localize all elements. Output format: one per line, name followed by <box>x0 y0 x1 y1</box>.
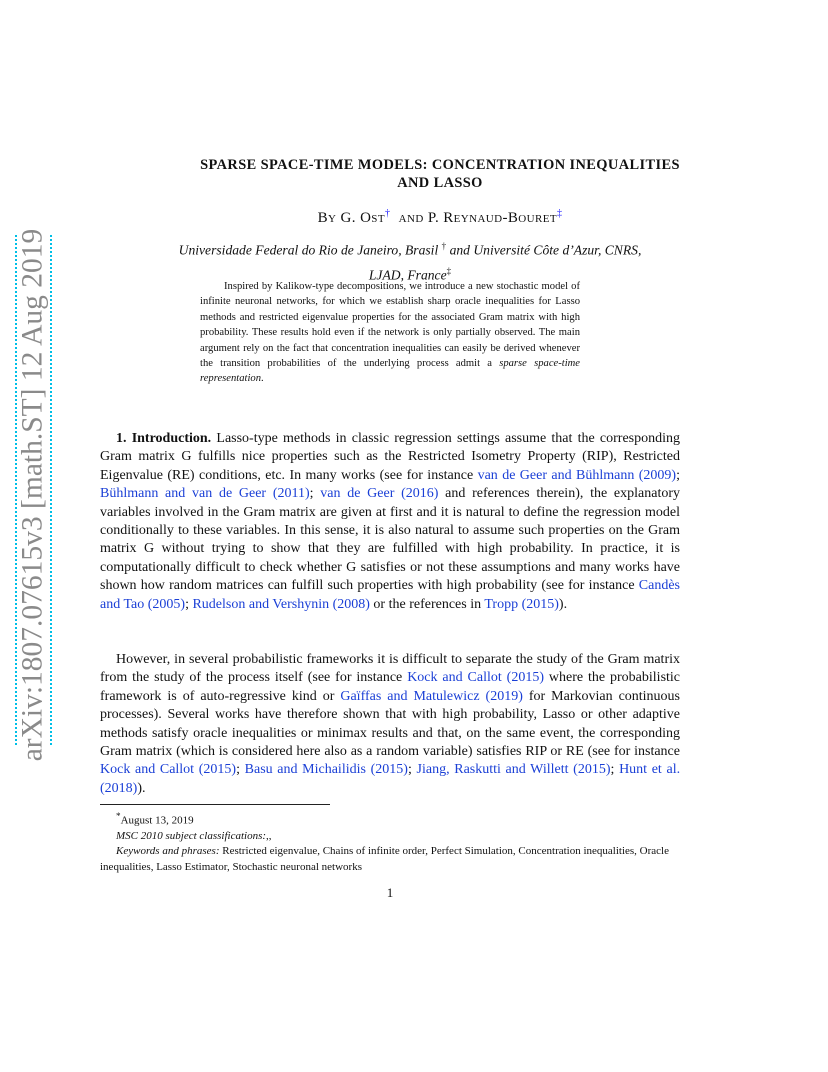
abstract <box>200 279 580 387</box>
citation-year-link[interactable]: (2015) <box>573 762 611 778</box>
citation-year-link[interactable]: (2019) <box>485 688 523 704</box>
footnotes <box>100 809 680 875</box>
footnote-mark: * <box>116 811 121 821</box>
intro-p1-text-b: and references therein), the explanatory variables involved in the Gram matrix are given at first and it is natural to define the regression model conditionally to these variables. In this sense, it is also natural to assume such properties on the Gram matrix G without trying to show that they are fulfilled with high probability. In practice, it is computationally difficult to check whether G satisfies or not these assumptions and many works have shown how random matrices can fulfill such properties with high probability (see for instance <box>100 486 681 594</box>
citation-link[interactable]: van de Geer and Bühlmann <box>477 467 635 483</box>
author-line <box>100 208 780 227</box>
intro-p2-text-a: However, in several probabilistic frameworks it is difficult to separate the study of the Gram matrix from the study of the process itself (see for instance <box>100 652 680 686</box>
page-number: 1 <box>386 885 394 900</box>
title-line-1: SPARSE SPACE-TIME MODELS: CONCENTRATION INEQUALITIES <box>200 157 680 173</box>
citation-year-link[interactable]: (2009) <box>638 467 677 483</box>
affiliation-ufrj: Universidade Federal do Rio de Janeiro, Brasil <box>178 242 439 258</box>
intro-paragraph-2: However, in several probabilistic frameworks it is difficult to separate the study of the Gram matrix from the study of the process itself (see for instance Kock and Callot (2015) where the probabilistic framework is of auto-regressive kind or Gaïffas and Matulewicz (2019) for Markovian continuous processes). Several works have therefore shown that with high probability, Lasso or other adaptive methods satisfy oracle inequalities or minimax results and that, on the same event, the corresponding Gram matrix (which is considered here also as a random variable) satisfies RIP or RE (see for instance Kock and Callot (2015); Basu and Michailidis (2015); Jiang, Raskutti and Willett (2015); Hunt et al. (2018)). <box>100 652 681 796</box>
intro-p1-text-c: or the references in <box>373 596 482 612</box>
footnote-date-text: August 13, 2019 <box>120 814 194 827</box>
affiliation-ljad: LJAD, France <box>368 267 447 283</box>
keywords-value: Restricted eigenvalue, Chains of infinite order, Perfect Simulation, Concentration inequalities, Oracle inequalities, Lasso Estimator, Stochastic neuronal networks <box>100 845 669 873</box>
title-line-2: AND LASSO <box>397 175 483 191</box>
author-reynaud-bouret-mark[interactable]: ‡ <box>556 208 563 219</box>
intro-p2-text-d: ). <box>137 780 146 796</box>
msc-value: ,, <box>266 830 272 843</box>
affiliation-mark-2: ‡ <box>446 265 452 276</box>
abstract-emphasis: sparse space-time representation <box>200 358 580 385</box>
citation-link[interactable]: Basu and Michailidis <box>244 762 366 778</box>
citation-link[interactable]: Tropp <box>484 596 519 612</box>
affiliations <box>110 236 710 285</box>
citation-link[interactable]: Rudelson and Vershynin <box>192 596 330 612</box>
keywords-label: Keywords and phrases: <box>116 845 220 858</box>
citation-link[interactable]: Kock and Callot <box>100 762 195 778</box>
intro-p1-text-a: Lasso-type methods in classic regression settings assume that the corresponding Gram matrix G fulfills nice properties such as the Restricted Isometry Property (RIP), Restricted Eigenvalue (RE) conditions, etc. In many works (see for instance <box>100 431 680 483</box>
citation-link[interactable]: Jiang, Raskutti and Willett <box>416 762 569 778</box>
msc-label: MSC 2010 subject classifications: <box>116 830 267 843</box>
citation-year-link[interactable]: (2016) <box>401 486 439 502</box>
citation-year-link[interactable]: (2015) <box>506 670 544 686</box>
footnote-date <box>100 809 680 829</box>
citation-year-link[interactable]: (2005) <box>147 596 186 612</box>
arxiv-identifier: arXiv:1807.07615v3 [math.ST] 12 Aug 2019 <box>16 228 49 762</box>
arxiv-stamp <box>0 228 66 762</box>
citation-link[interactable]: van de Geer <box>320 486 395 502</box>
author-ost: G. Ost <box>340 210 385 226</box>
citation-link[interactable]: Kock and Callot <box>407 670 502 686</box>
section-heading: 1. Introduction. <box>116 431 212 446</box>
footnote-msc <box>100 829 680 844</box>
citation-year-link[interactable]: (2008) <box>332 596 370 612</box>
citation-year-link[interactable]: (2015) <box>370 762 408 778</box>
footnote-rule <box>100 804 330 805</box>
citation-link[interactable]: Gaïffas and Matulewicz <box>340 688 480 704</box>
citation-year-link[interactable]: (2011) <box>272 486 310 502</box>
citation-link[interactable]: Candès and Tao <box>100 578 680 612</box>
citation-link[interactable]: Bühlmann and van de Geer <box>100 486 267 502</box>
by-label: By <box>317 210 337 226</box>
affiliation-line-1 <box>110 236 710 261</box>
intro-p2-text-c: for Markovian continuous processes). Several works have therefore shown that with high probability, Lasso or other adaptive methods satisfy oracle inequalities or minimax results and that, on the same event, the corresponding Gram matrix (which is considered here also as a random variable) satisfies RIP or RE (see for instance <box>100 688 681 760</box>
intro-p1-text-d: ). <box>558 596 568 612</box>
intro-paragraph-1: 1. Introduction. Lasso-type methods in classic regression settings assume that the corresponding Gram matrix G fulfills nice properties such as the Restricted Isometry Property (RIP), Restricted Eigenvalue (RE) conditions, etc. In many works (see for instance van de Geer and Bühlmann (2009); Bühlmann and van de Geer (2011); van de Geer (2016) and references therein), the explanatory variables involved in the Gram matrix are given at first and it is natural to define the regression model conditionally to these variables. In this sense, it is also natural to assume such properties on the Gram matrix G without trying to show that they are fulfilled with high probability. In practice, it is computationally difficult to check whether G satisfies or not these assumptions and many works have shown how random matrices can fulfill such properties with high probability (see for instance Candès and Tao (2005); Rudelson and Vershynin (2008) or the references in Tropp (2015)). <box>100 431 681 612</box>
citation-link[interactable]: Hunt et al. <box>619 762 681 778</box>
abstract-end: . <box>261 373 264 385</box>
affiliation-cote-azur: and Université Côte d’Azur, CNRS, <box>449 242 642 258</box>
footnote-keywords <box>100 844 680 875</box>
author-reynaud-bouret: P. Reynaud-Bouret <box>427 210 557 226</box>
paper-title <box>100 156 780 192</box>
and-label: and <box>398 210 424 226</box>
affiliation-mark-1: † <box>441 241 447 251</box>
citation-year-link[interactable]: (2015) <box>521 596 559 612</box>
abstract-text: Inspired by Kalikow-type decompositions, we introduce a new stochastic model of infinite neuronal networks, for which we establish sharp oracle inequalities for Lasso methods and restricted eigenvalue properties for the associated Gram matrix with high probability. These results hold even if the network is only partially observed. The main argument rely on the fact that concentration inequalities can easily be derived whenever the transition probabilities of the underlying process admit a <box>200 281 580 370</box>
citation-year-link[interactable]: (2015) <box>198 762 237 778</box>
intro-p2-text-b: where the probabilistic framework is of auto-regressive kind or <box>100 670 681 704</box>
author-ost-mark[interactable]: † <box>384 208 391 219</box>
citation-year-link[interactable]: (2018) <box>100 780 138 796</box>
stamp-dotted-border-right <box>50 235 52 745</box>
